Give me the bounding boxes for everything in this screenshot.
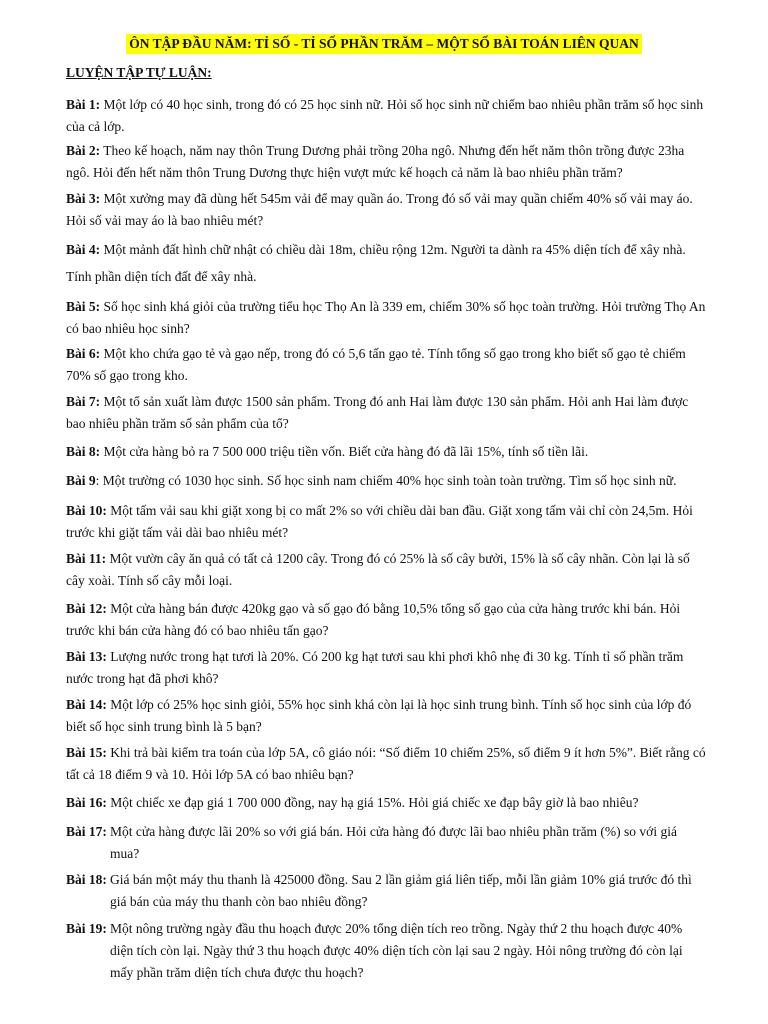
problem-text: Một lớp có 40 học sinh, trong đó có 25 học sinh nữ. Hỏi số học sinh nữ chiếm bao nhiêu phần trăm số học sinh của cả lớp. xyxy=(66,97,704,134)
problem-text: Một chiếc xe đạp giá 1 700 000 đồng, nay hạ giá 15%. Hỏi giá chiếc xe đạp bây giờ là bao nhiêu? xyxy=(110,795,639,810)
problem-label: Bài 4: xyxy=(66,242,101,257)
problem-13 xyxy=(66,646,706,690)
problem-text: Một vườn cây ăn quả có tất cả 1200 cây. Trong đó có 25% là số cây bưởi, 15% là số cây nhãn. Còn lại là số cây xoài. Tính số cây mỗi loại. xyxy=(66,551,690,588)
problem-text: Một nông trường ngày đầu thu hoạch được 20% tổng diện tích reo trồng. Ngày thứ 2 thu hoạch được 40% diện tích còn lại. Ngày thứ 3 thu hoạch được 40% diện tích còn lại sau 2 ngày. Hỏi nông trường đó còn lại mấy phần trăm diện tích chưa được thu hoạch? xyxy=(110,921,683,980)
problem-8 xyxy=(66,441,706,463)
problem-1 xyxy=(66,94,706,138)
problem-text: Khi trả bài kiểm tra toán của lớp 5A, cô giáo nói: “Số điểm 10 chiếm 25%, số điểm 9 ít hơn 5%”. Biết rằng có tất cả 18 điểm 9 và 10. Hỏi lớp 5A có bao nhiêu bạn? xyxy=(66,745,706,782)
problem-text: Một cửa hàng được lãi 20% so với giá bán. Hỏi cửa hàng đó được lãi bao nhiêu phần trăm (%) so với giá mua? xyxy=(110,824,677,861)
problem-17 xyxy=(66,821,706,865)
problem-text: Lượng nước trong hạt tươi là 20%. Có 200 kg hạt tươi sau khi phơi khô nhẹ đi 30 kg. Tính tỉ số phần trăm nước trong hạt đã phơi khô? xyxy=(66,649,684,686)
problem-label: Bài 8: xyxy=(66,444,101,459)
problem-6 xyxy=(66,343,706,387)
problem-text: : Một trường có 1030 học sinh. Số học sinh nam chiếm 40% học sinh toàn toàn trường. Tìm số học sinh nữ. xyxy=(95,473,677,488)
problem-text: Một kho chứa gạo tẻ và gạo nếp, trong đó có 5,6 tấn gạo tẻ. Tính tổng số gạo trong kho biết số gạo tẻ chiếm 70% số gạo trong kho. xyxy=(66,346,686,383)
problem-label: Bài 13: xyxy=(66,649,107,664)
problem-text: Giá bán một máy thu thanh là 425000 đồng. Sau 2 lần giảm giá liên tiếp, mỗi lần giảm 10% giá trước đó thì giá bán của máy thu thanh còn bao nhiêu đồng? xyxy=(110,872,692,909)
problem-5 xyxy=(66,296,706,340)
problem-label: Bài 18: xyxy=(66,872,107,887)
problem-label: Bài 14: xyxy=(66,697,107,712)
problem-10 xyxy=(66,500,706,544)
problem-label: Bài 6: xyxy=(66,346,101,361)
problem-7 xyxy=(66,391,706,435)
problem-label: Bài 5: xyxy=(66,299,101,314)
problem-label: Bài 9 xyxy=(66,473,96,488)
problem-text: Một mảnh đất hình chữ nhật có chiều dài 18m, chiều rộng 12m. Người ta dành ra 45% diện tích để xây nhà. Tính phần diện tích đất để xây nhà. xyxy=(66,242,686,284)
problem-label: Bài 11: xyxy=(66,551,107,566)
problem-18 xyxy=(66,869,706,913)
page-title: ÔN TẬP ĐẦU NĂM: TỈ SỐ - TỈ SỐ PHẦN TRĂM – MỘT SỐ BÀI TOÁN LIÊN QUAN xyxy=(126,34,641,54)
section-heading: LUYỆN TẬP TỰ LUẬN: xyxy=(66,65,212,80)
problem-label: Bài 19: xyxy=(66,921,107,936)
problem-15 xyxy=(66,742,706,786)
problem-label: Bài 17: xyxy=(66,824,107,839)
problem-19 xyxy=(66,918,706,984)
problem-11 xyxy=(66,548,706,592)
problem-text: Theo kế hoạch, năm nay thôn Trung Dương phải trồng 20ha ngô. Nhưng đến hết năm thôn trồng được 23ha ngô. Hỏi đến hết năm thôn Trung Dương thực hiện vượt mức kế hoạch cả năm là bao nhiêu phần trăm? xyxy=(66,143,685,180)
problem-text: Một tổ sản xuất làm được 1500 sản phẩm. Trong đó anh Hai làm được 130 sản phẩm. Hỏi anh Hai làm được bao nhiêu phần trăm số sản phẩm của tổ? xyxy=(66,394,689,431)
problem-14 xyxy=(66,694,706,738)
problem-label: Bài 16: xyxy=(66,795,107,810)
problem-12 xyxy=(66,598,706,642)
problem-label: Bài 1: xyxy=(66,97,101,112)
problem-text: Một lớp có 25% học sinh giỏi, 55% học sinh khá còn lại là học sinh trung bình. Tính số học sinh của lớp đó biết số học sinh trung bình là 5 bạn? xyxy=(66,697,692,734)
problem-label: Bài 15: xyxy=(66,745,107,760)
problem-text: Số học sinh khá giỏi của trường tiểu học Thọ An là 339 em, chiếm 30% số học toàn trường. Hỏi trường Thọ An có bao nhiêu học sinh? xyxy=(66,299,706,336)
problem-label: Bài 3: xyxy=(66,191,101,206)
problem-16 xyxy=(66,792,706,814)
problem-label: Bài 7: xyxy=(66,394,101,409)
problem-text: Một cửa hàng bỏ ra 7 500 000 triệu tiền vốn. Biết cửa hàng đó đã lãi 15%, tính số tiền lãi. xyxy=(103,444,589,459)
problem-text: Một cửa hàng bán được 420kg gạo và số gạo đó bằng 10,5% tổng số gạo của cửa hàng trước khi bán. Hỏi trước khi bán cửa hàng đó có bao nhiêu tấn gạo? xyxy=(66,601,681,638)
problem-label: Bài 10: xyxy=(66,503,107,518)
problem-text: Một xưởng may đã dùng hết 545m vải để may quần áo. Trong đó số vải may quần chiếm 40% số vải may áo. Hỏi số vải may áo là bao nhiêu mét? xyxy=(66,191,693,228)
problem-4 xyxy=(66,236,706,290)
problem-9 xyxy=(66,470,706,492)
title-wrapper xyxy=(0,34,768,54)
problem-text: Một tấm vải sau khi giặt xong bị co mất 2% so với chiều dài ban đầu. Giặt xong tấm vải chỉ còn 24,5m. Hỏi trước khi giặt tấm vải dài bao nhiêu mét? xyxy=(66,503,693,540)
problem-2 xyxy=(66,140,706,184)
problem-label: Bài 12: xyxy=(66,601,107,616)
problem-label: Bài 2: xyxy=(66,143,101,158)
problem-3 xyxy=(66,188,706,232)
